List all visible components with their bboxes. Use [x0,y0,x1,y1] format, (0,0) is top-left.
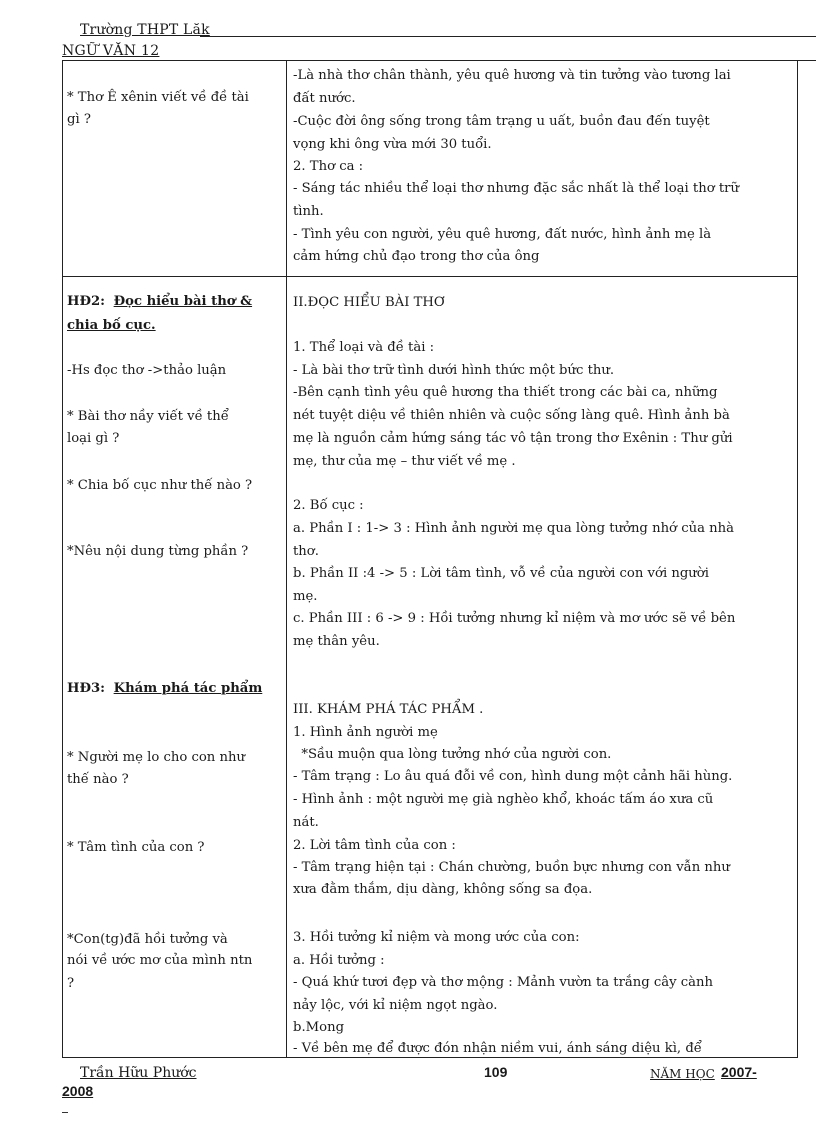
activity-title-cont: chia bố cục. [67,318,156,333]
content-line: 1. Hình ảnh người mẹ [293,725,438,740]
content-line: - Hình ảnh : một người mẹ già nghèo khổ, khoác tấm áo xưa cũ [293,792,714,807]
activity-title: Khám phá tác phẩm [113,681,263,696]
activity-title: Đọc hiểu bài thơ & [113,294,253,309]
footer-mark [62,1112,68,1113]
content-line: 3. Hồi tưởng kỉ niệm và mong ước của con: [293,930,580,945]
school-year-start: 2007- [721,1064,757,1080]
content-line: mẹ. [293,589,318,604]
left-question: loại gì ? [67,431,120,446]
content-line: a. Phần I : 1-> 3 : Hình ảnh người mẹ qua lòng tưởng nhớ của nhà [293,521,734,536]
content-line: 2. Bố cục : [293,498,364,513]
school-year-label: NĂM HỌC [650,1067,715,1081]
content-line: xưa đằm thắm, dịu dàng, không sống sa đọa. [293,882,593,897]
content-line: - Về bên mẹ để được đón nhận niềm vui, ánh sáng diệu kì, để [293,1041,702,1056]
column-divider [286,61,287,1058]
content-line: -Là nhà thơ chân thành, yêu quê hương và tin tưởng vào tương lai [293,68,731,83]
content-line: 2. Lời tâm tình của con : [293,838,456,853]
content-line: *Sầu muộn qua lòng tưởng nhớ của người con. [293,747,612,762]
page-number: 109 [484,1064,508,1080]
left-question: * Thơ Ê xênin viết về đề tài [67,90,249,105]
left-question: * Chia bố cục như thế nào ? [67,478,253,493]
content-line: -Bên cạnh tình yêu quê hương tha thiết trong các bài ca, những [293,385,718,400]
content-line: cảm hứng chủ đạo trong thơ của ông [293,249,540,264]
subject-title: NGỮ VĂN 12 [62,43,160,59]
content-line: - Sáng tác nhiều thể loại thơ nhưng đặc sắc nhất là thể loại thơ trữ [293,181,739,196]
activity-heading [67,680,262,697]
section-heading: III. KHÁM PHÁ TÁC PHẨM . [293,702,484,717]
content-line: nát. [293,815,319,830]
left-question: *Nêu nội dung từng phần ? [67,544,249,559]
content-line: -Cuộc đời ông sống trong tâm trạng u uất, buồn đau đến tuyệt [293,114,710,129]
content-line: nảy lộc, với kỉ niệm ngọt ngào. [293,998,498,1013]
content-line: - Quá khứ tươi đẹp và thơ mộng : Mảnh vườn ta trắng cây cành [293,975,714,990]
header-rule [200,36,816,37]
left-question: gì ? [67,112,91,127]
content-line: mẹ thân yêu. [293,634,380,649]
content-line: c. Phần III : 6 -> 9 : Hồi tưởng nhưng kỉ niệm và mơ ước sẽ về bên [293,611,736,626]
activity-heading [67,293,252,310]
content-line: - Là bài thơ trữ tình dưới hình thức một bức thư. [293,363,615,378]
content-line: thơ. [293,544,319,559]
content-line: đất nước. [293,91,356,106]
content-line: b.Mong [293,1020,345,1035]
footer-author: Trần Hữu Phước [80,1065,197,1081]
left-note: -Hs đọc thơ ->thảo luận [67,363,227,378]
activity-label: HĐ2: [67,294,106,309]
row-separator [62,276,798,277]
content-line: vọng khi ông vừa mới 30 tuổi. [293,137,492,152]
left-question: * Tâm tình của con ? [67,840,205,855]
content-line: tình. [293,204,324,219]
content-line: 2. Thơ ca : [293,159,364,174]
left-question: *Con(tg)đã hồi tưởng và [67,932,228,947]
content-line: a. Hồi tưởng : [293,953,385,968]
left-question: * Bài thơ nầy viết về thể [67,409,229,424]
content-line: nét tuyệt diệu về thiên nhiên và cuộc sống làng quê. Hình ảnh bà [293,408,730,423]
content-line: - Tâm trạng : Lo âu quá đỗi về con, hình dung một cảnh hãi hùng. [293,769,733,784]
content-line: mẹ là nguồn cảm hứng sáng tác vô tận trong thơ Exênin : Thư gửi [293,431,733,446]
content-line: - Tâm trạng hiện tại : Chán chường, buồn bực nhưng con vẫn như [293,860,730,875]
left-question: ? [67,976,75,991]
left-question: * Người mẹ lo cho con như [67,750,245,765]
section-heading: II.ĐỌC HIỂU BÀI THƠ [293,295,445,310]
content-line: b. Phần II :4 -> 5 : Lời tâm tình, vỗ về của người con với người [293,566,709,581]
school-year-end: 2008 [62,1083,94,1099]
activity-label: HĐ3: [67,681,106,696]
content-line: 1. Thể loại và đề tài : [293,340,435,355]
school-name: Trường THPT Lăk [80,22,210,38]
left-question: thế nào ? [67,772,129,787]
content-line: mẹ, thư của mẹ – thư viết về mẹ . [293,454,516,469]
content-line: - Tình yêu con người, yêu quê hương, đất nước, hình ảnh mẹ là [293,227,712,242]
left-question: nói về ước mơ của mình ntn [67,953,253,968]
